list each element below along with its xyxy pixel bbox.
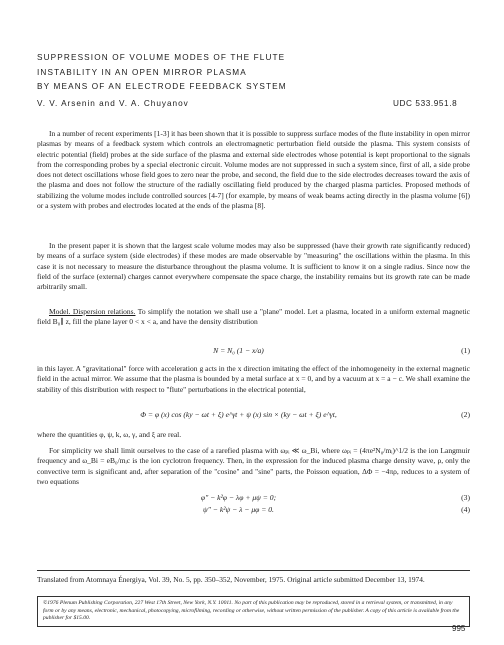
authors: V. V. Arsenin and V. A. Chuyanov (37, 99, 189, 108)
paragraph-quantities (37, 430, 470, 440)
translation-footnote: Translated from Atomnaya Énergiya, Vol. 39, No. 5, pp. 350–352, November, 1975. Original article submitted December 13, 1974. (37, 575, 425, 584)
equation-1 (37, 344, 470, 358)
paragraph-simplicity (37, 446, 470, 487)
equation-4 (37, 503, 470, 517)
footnote-divider (37, 570, 470, 571)
paragraph-gravitational-text: in this layer. A "gravitational" force with acceleration g acts in the x direction imitating the effect of the inhomogeneity in the external magnetic field in the actual mirror. We assume that the plasma is bounded by a metal surface at x = 0, and by a vacuum at x = a − c. We shall examine the stability of this distribution with respect to "flute" perturbations in the electrical potential, (37, 364, 470, 394)
paragraph-present-paper-text: In the present paper it is shown that the largest scale volume modes may also be suppressed (have their growth rate significantly reduced) by means of a surface system (side electrodes) if these modes are made observable by "measuring" the oscillations within the plasma. In this case it is not necessary to measure the disturbance throughout the plasma volume. It is sufficient to know it on a single radius. Since now the field of the surface (external) charges cannot everywhere compensate the space charge, the instability remains but its growth rate can be made arbitrarily small. (37, 241, 470, 292)
page-number: 995 (452, 624, 466, 633)
equation-3-body: φ″ − k²φ − λφ + μψ = 0; (200, 493, 277, 502)
paragraph-model-text: To simplify the notation we shall use a "plane" model. Let a plasma, located in a uniform external magnetic field B₀∥ z, fill the plane layer 0 < x < a, and have the density distribution (37, 307, 470, 327)
copyright-box: ©1976 Plenum Publishing Corporation, 227 West 17th Street, New York, N.Y. 10011. No part of this publication may be reproduced, stored in a retrieval system, or transmitted, in any form or by any means, electronic, mechanical, photocopying, microfilming, recording or otherwise, without written permission of the publisher. A copy of this article is available from the publisher for $15.00. (37, 596, 470, 627)
title-line-2: INSTABILITY IN AN OPEN MIRROR PLASMA (37, 67, 247, 77)
paragraph-simplicity-text: For simplicity we shall limit ourselves to the case of a rarefied plasma with ωₚᵢ ≪ ω_Bi, where ωₚᵢ = (4πe²N₀/mᵢ)^1/2 is the ion Langmuir frequency and ω_Bi = eB₀/mᵢc is the ion cyclotron frequency. Then, in the expression for the induced plasma charge density wave, ρ, only the convective term is significant and, after separation of the "cosine" and "sine" parts, the Poisson equation, ΔΦ = −4πρ, reduces to a system of two equations (37, 446, 470, 486)
title-line-3: BY MEANS OF AN ELECTRODE FEEDBACK SYSTEM (37, 82, 287, 91)
section-heading-model: Model. Dispersion relations. (49, 307, 136, 316)
equation-2 (37, 408, 470, 422)
equation-4-body: ψ″ − k²ψ − λ − μφ = 0. (203, 505, 274, 514)
equation-1-body: N = N₀ (1 − x/a) (213, 346, 264, 355)
equation-1-number: (1) (461, 346, 470, 355)
paragraph-gravitational (37, 364, 470, 395)
article-title (37, 51, 477, 95)
udc-code: UDC 533.951.8 (393, 99, 458, 108)
equation-4-number: (4) (461, 505, 470, 514)
paragraph-intro-text: In a number of recent experiments [1-3] it has been shown that it is possible to suppress surface modes of the flute instability in open mirror plasmas by means of a feedback system which controls an electromagnetic perturbation field outside the plasma. This system consists of electric potential (field) probes at the side surface of the plasma and external side electrodes whose potential is kept proportional to the signals from the corresponding probes by a special electronic circuit. Volume modes are not suppressed in such a system since, first of all, a side probe does not detect oscillations whose field goes to zero near the probe, and second, the field due to the side electrodes decreases toward the axis of the plasma and does not follow the structure of the radially oscillating field produced by the charged plasma particles. Proposed methods of stabilizing the volume modes include controlled sources [4-7] (for example, by means of weak beams acting directly in the plasma volume [6]) or a system with probes and electrodes located at the ends of the plasma [8]. (37, 129, 470, 211)
paragraph-intro (37, 129, 470, 211)
title-line-1: SUPPRESSION OF VOLUME MODES OF THE FLUTE (37, 53, 286, 62)
equation-2-number: (2) (461, 410, 470, 419)
paragraph-present-paper (37, 241, 470, 292)
paragraph-model (37, 307, 470, 328)
equation-3-number: (3) (461, 493, 470, 502)
equation-2-body: Φ = φ (x) cos (ky − ωt + ξ) e^γt + ψ (x) sin × (ky − ωt + ξ) e^γt, (140, 410, 337, 419)
paragraph-quantities-text: where the quantities φ, ψ, k, ω, γ, and ξ are real. (37, 430, 182, 439)
